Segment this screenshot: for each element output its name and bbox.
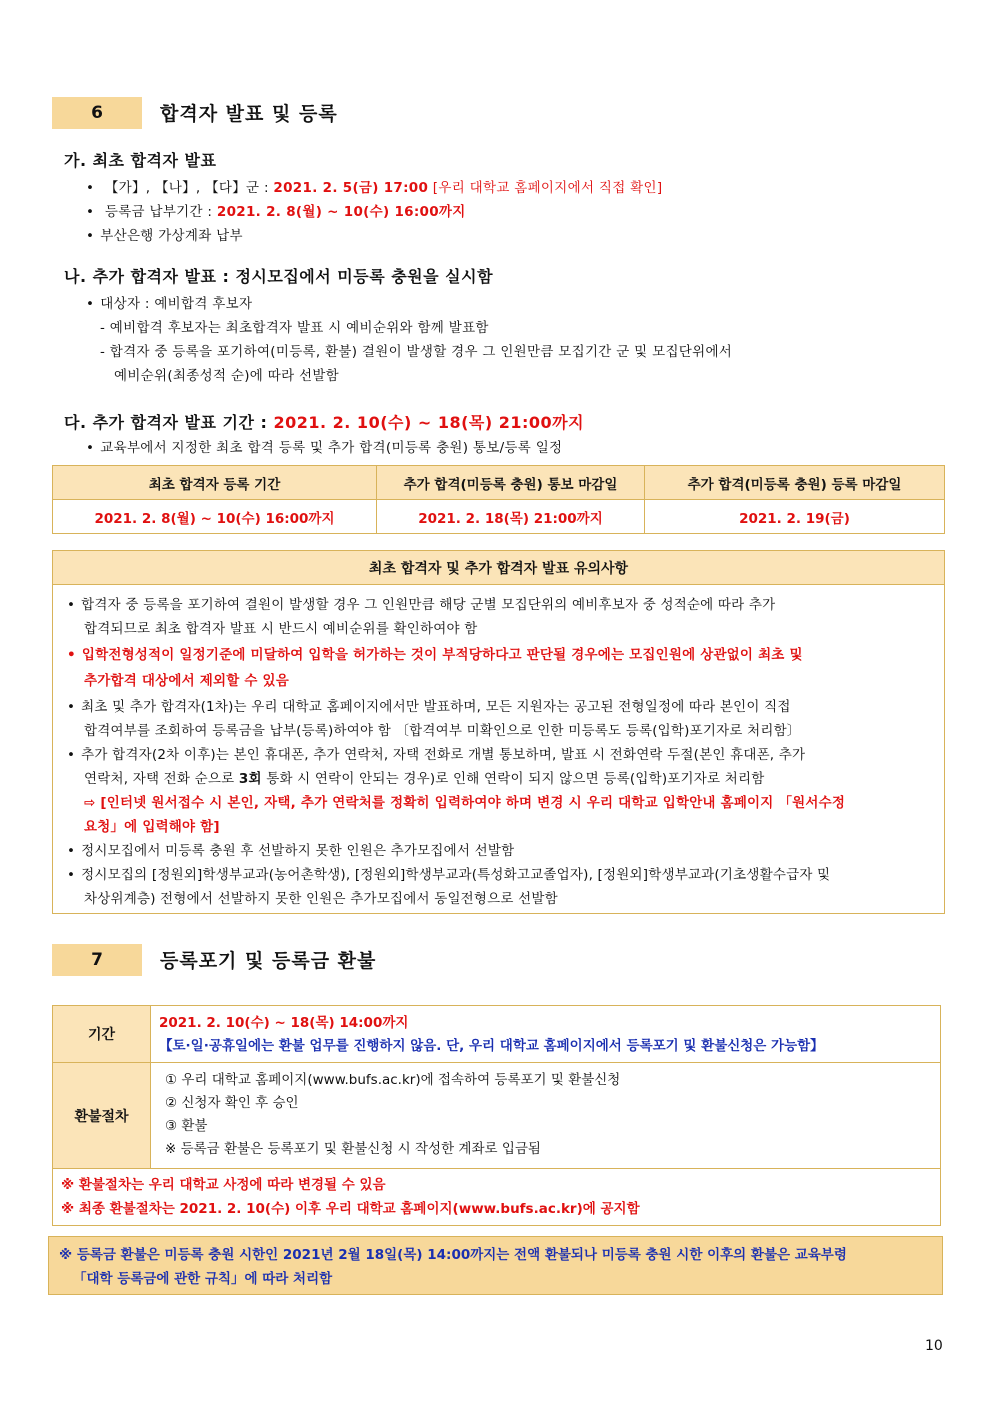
- schedule-value-cell: 2021. 2. 8(월) ~ 10(수) 16:00까지: [53, 500, 377, 533]
- section-6-number: 6: [52, 97, 142, 129]
- reserve-line-2: - 합격자 중 등록을 포기하여(미등록, 환불) 결원이 발생할 경우 그 인원만큼 모집기간 군 및 모집단위에서: [100, 344, 733, 360]
- section-7-title: 등록포기 및 등록금 환불: [160, 950, 377, 972]
- refund-period-date: 2021. 2. 10(수) ~ 18(목) 14:00까지: [159, 1015, 409, 1031]
- note-4a: [67, 743, 805, 763]
- note-3b: 합격여부를 조회하여 등록금을 납부(등록)하여야 함 〔합격여부 미확인으로 인한 미등록도 등록(입학)포기자로 처리함〕: [84, 723, 801, 739]
- section-6-title: 합격자 발표 및 등록: [160, 103, 338, 125]
- target-text: 대상자 : 예비합격 후보자: [100, 296, 253, 312]
- note-4b-bold: 3회: [238, 771, 262, 787]
- announcement-date-line: [86, 176, 662, 196]
- refund-procedure-label: 환불절차: [53, 1063, 151, 1168]
- final-note-line-1: ※ 등록금 환불은 미등록 충원 시한인 2021년 2월 18일(목) 14:00까지는 전액 환불되나 미등록 충원 시한 이후의 환불은 교육부령: [59, 1247, 847, 1263]
- announcement-note: [우리 대학교 홈페이지에서 직접 확인]: [428, 180, 663, 196]
- refund-period-row: [53, 1006, 940, 1063]
- notes-title: 최초 합격자 및 추가 합격자 발표 유의사항: [53, 551, 944, 585]
- note-4c: ⇨ [인터넷 원서접수 시 본인, 자택, 추가 연락처를 정확히 입력하여야 하며 변경 시 우리 대학교 입학안내 홈페이지 「원서수정: [84, 795, 846, 811]
- note-6a-text: 정시모집의 [정원외]학생부교과(농어촌학생), [정원외]학생부교과(특성화고교졸업자), [정원외]학생부교과(기초생활수급자 및: [81, 867, 831, 883]
- refund-step-2: ② 신청자 확인 후 승인: [165, 1095, 299, 1111]
- announcement-groups: 【가】, 【나】, 【다】군 :: [104, 180, 274, 196]
- note-4b-post: 통화 시 연락이 안되는 경우)로 인해 연락이 되지 않으면 등록(입학)포기자로 처리함: [261, 771, 765, 787]
- refund-procedure-content: [151, 1063, 940, 1168]
- note-5: [67, 839, 514, 859]
- payment-period-date: 2021. 2. 8(월) ~ 10(수) 16:00까지: [216, 204, 466, 220]
- final-note-line-2: 「대학 등록금에 관한 규칙」에 따라 처리함: [73, 1271, 333, 1287]
- subsection-c-date: 2021. 2. 10(수) ~ 18(목) 21:00까지: [273, 413, 585, 432]
- note-3a: [67, 695, 791, 715]
- refund-remark-1: ※ 환불절차는 우리 대학교 사정에 따라 변경될 수 있음: [61, 1177, 386, 1193]
- subsection-a-title: 가. 최초 합격자 발표: [64, 151, 217, 170]
- note-4b-pre: 연락처, 자택 전화 순으로: [84, 771, 239, 787]
- note-1b: 합격되므로 최초 합격자 발표 시 반드시 예비순위를 확인하여야 함: [84, 621, 478, 637]
- reserve-line-3: 예비순위(최종성적 순)에 따라 선발함: [114, 368, 340, 384]
- ministry-schedule-text: 교육부에서 지정한 최초 합격 등록 및 추가 합격(미등록 충원) 통보/등록 일정: [100, 440, 563, 456]
- refund-step-1: ① 우리 대학교 홈페이지(www.bufs.ac.kr)에 접속하여 등록포기 및 환불신청: [165, 1072, 621, 1088]
- schedule-value-cell: 2021. 2. 19(금): [739, 510, 850, 527]
- note-5-text: 정시모집에서 미등록 충원 후 선발하지 못한 인원은 추가모집에서 선발함: [81, 843, 515, 859]
- refund-period-note: 【토·일·공휴일에는 환불 업무를 진행하지 않음. 단, 우리 대학교 홈페이지에서 등록포기 및 환불신청은 가능함】: [159, 1038, 824, 1054]
- refund-procedure-row: [53, 1063, 940, 1169]
- target-line: [86, 292, 252, 312]
- payment-period-label: 등록금 납부기간 :: [104, 204, 217, 220]
- schedule-header-cell: 최초 합격자 등록 기간: [53, 466, 377, 500]
- note-3a-text: 최초 및 추가 합격자(1차)는 우리 대학교 홈페이지에서만 발표하며, 모든 지원자는 공고된 전형일정에 따라 본인이 직접: [81, 699, 791, 715]
- subsection-c-title: [64, 410, 584, 433]
- refund-remark-2: ※ 최종 환불절차는 2021. 2. 10(수) 이후 우리 대학교 홈페이지(www.bufs.ac.kr)에 공지함: [61, 1201, 640, 1217]
- section-7-number: 7: [52, 944, 142, 976]
- note-4a-text: 추가 합격자(2차 이후)는 본인 휴대폰, 추가 연락처, 자택 전화로 개별 통보하며, 발표 시 전화연락 두절(본인 휴대폰, 추가: [81, 747, 806, 763]
- schedule-header-cell: 추가 합격(미등록 충원) 통보 마감일: [377, 466, 645, 500]
- refund-step-3: ③ 환불: [165, 1118, 208, 1134]
- final-refund-note: [48, 1236, 943, 1295]
- schedule-value-row: [53, 500, 944, 533]
- refund-remarks: [53, 1169, 940, 1225]
- schedule-header-row: [53, 466, 944, 500]
- announcement-date: 2021. 2. 5(금) 17:00: [273, 180, 429, 196]
- refund-period-label: 기간: [53, 1006, 151, 1062]
- payment-method-line: [86, 224, 243, 244]
- refund-table: [52, 1005, 941, 1226]
- payment-method-text: 부산은행 가상계좌 납부: [100, 228, 243, 244]
- schedule-value-cell: 2021. 2. 18(목) 21:00까지: [377, 500, 645, 533]
- note-2a-text: 입학전형성적이 일정기준에 미달하여 입학을 허가하는 것이 부적당하다고 판단될 경우에는 모집인원에 상관없이 최초 및: [81, 647, 803, 663]
- subsection-b-title: 나. 추가 합격자 발표 : 정시모집에서 미등록 충원을 실시함: [64, 267, 494, 286]
- note-1a-text: 합격자 중 등록을 포기하여 결원이 발생할 경우 그 인원만큼 해당 군별 모집단위의 예비후보자 중 성적순에 따라 추가: [81, 597, 776, 613]
- note-2b: 추가합격 대상에서 제외할 수 있음: [84, 673, 289, 689]
- note-6b: 차상위계층) 전형에서 선발하지 못한 인원은 추가모집에서 동일전형으로 선발함: [84, 891, 558, 907]
- note-6a: [67, 863, 830, 883]
- schedule-header-cell: 추가 합격(미등록 충원) 등록 마감일: [645, 466, 944, 500]
- payment-period-line: [86, 200, 466, 220]
- note-2a: [67, 643, 803, 663]
- refund-period-content: [151, 1006, 940, 1062]
- note-1a: [67, 593, 775, 613]
- reserve-line-1: - 예비합격 후보자는 최초합격자 발표 시 예비순위와 함께 발표함: [100, 320, 489, 336]
- notes-box: [52, 550, 945, 914]
- ministry-schedule-line: [86, 436, 562, 456]
- refund-step-note: ※ 등록금 환불은 등록포기 및 환불신청 시 작성한 계좌로 입금됨: [165, 1141, 541, 1157]
- schedule-table: [52, 465, 945, 534]
- note-4d: 요청」에 입력해야 함]: [84, 819, 220, 835]
- subsection-c-label: 다. 추가 합격자 발표 기간 :: [64, 413, 274, 432]
- note-4b: [84, 767, 764, 787]
- page-number: 10: [925, 1338, 943, 1354]
